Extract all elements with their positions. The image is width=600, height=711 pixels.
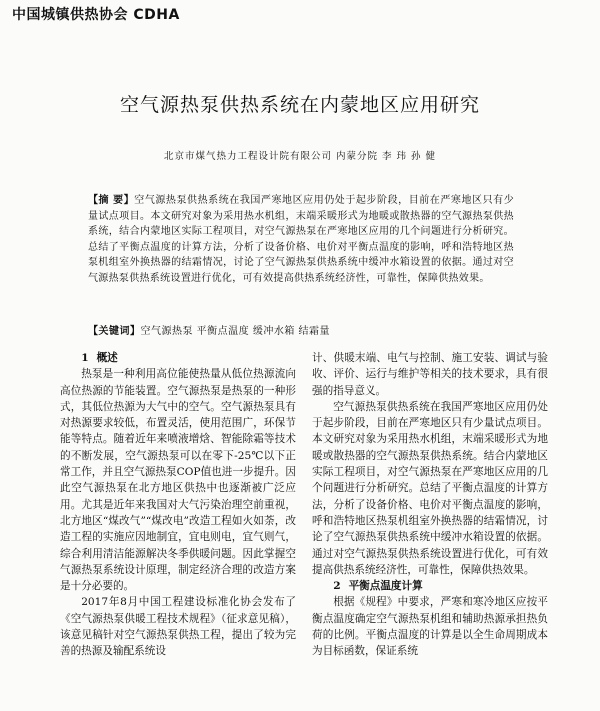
abstract-text: 空气源热泵供热系统在我国严寒地区应用仍处于起步阶段，目前在严寒地区只有少量试点项目。本文研究对象为采用热水机组，末端采暖形式为地暖或散热器的空气源热泵供热系统，结合内蒙地区实际工程项目，对空气源热泵在严寒地区应用的几个问题进行分析研究。总结了平衡点温度的计算方法，分析了设备价格、电价对平衡点温度的影响，呼和浩特地区热泵机组室外换热器的结霜情况，讨论了空气源热泵供热系统中缓冲水箱设置的依据。通过对空气源热泵供热系统设置进行优化，可有效提高供热系统经济性，可靠性，保障供热效果。	[88, 195, 514, 284]
author-line: 北京市煤气热力工程设计院有限公司 内蒙分院 李 玮 孙 健	[163, 151, 437, 162]
section-title: 平衡点温度计算	[348, 580, 423, 593]
body-paragraph: 2017年8月中国工程建设标准化协会发布了《空气源热泵供暖工程技术规程》（征求意见稿），该意见稿针对空气源热泵供热工程，提出了较为完善的热源及输配系统设	[60, 596, 296, 658]
section-number: 2	[333, 580, 341, 593]
body-paragraph: 根据《规程》中要求，严寒和寒冷地区应按平衡点温度确定空气源热泵机组和辅助热源承担热负荷的比例。平衡点温度的计算是以全生命周期成本为目标函数，保证系统	[312, 596, 548, 658]
section-title: 概述	[96, 352, 118, 364]
paper-title: 空气源热泵供热系统在内蒙地区应用研究	[119, 94, 480, 116]
keywords-label: 【关键词】	[88, 326, 141, 337]
body-paragraph: 热泵是一种利用高位能使热量从低位热源流向高位热源的节能装置。空气源热泵是热泵的一种形式，其低位热源为大气中的空气。空气源热泵具有对热源要求较低，布置灵活，使用范围广，环保节能等特点。随着近年来喷液增焓、智能除霜等技术的不断发展，空气源热泵可以在零下-25℃以下正常工作，并且空气源热泵COP值也进一步提升。因此空气源热泵在北方地区供热中也逐渐被广泛应用。尤其是近年来我国对大气污染治理空前重视，北方地区“煤改气”“煤改电”改造工程如火如荼，改造工程的实施应因地制宜，宜电则电，宜气则气，综合利用清洁能源解决冬季供暖问题。因此掌握空气源热泵系统设计原理，制定经济合理的改造方案是十分必要的。	[60, 368, 296, 593]
abstract-label: 【摘 要】	[88, 195, 135, 206]
body-paragraph: 空气源热泵供热系统在我国严寒地区应用仍处于起步阶段，目前在严寒地区只有少量试点项目。本文研究对象为采用热水机组，末端采暖形式为地暖或散热器的空气源热泵供热系统。结合内蒙地区实际工程项目，对空气源热泵在严寒地区应用的几个问题进行分析研究。总结了平衡点温度的计算方法，分析了设备价格、电价对平衡点温度的影响，呼和浩特地区热泵机组室外换热器的结霜情况，讨论了空气源热泵供热系统中缓冲水箱设置的依据。通过对空气源热泵供热系统设置进行优化，可有效提高供热系统经济性，可靠性，保障供热效果。	[312, 400, 548, 576]
keywords-text: 空气源热泵 平衡点温度 缓冲水箱 结霜量	[140, 326, 331, 337]
keywords-block	[88, 322, 514, 337]
left-column	[60, 350, 296, 660]
right-column	[312, 350, 548, 660]
body-paragraph: 计、供暖末端、电气与控制、施工安装、调试与验收、评价、运行与维护等相关的技术要求，具有很强的指导意义。	[312, 352, 548, 397]
section-number: 1	[81, 352, 89, 364]
journal-header: 中国城镇供热协会 CDHA	[12, 7, 180, 23]
section-heading-2	[312, 578, 548, 594]
abstract-block	[88, 193, 514, 286]
section-heading-1	[60, 350, 296, 366]
